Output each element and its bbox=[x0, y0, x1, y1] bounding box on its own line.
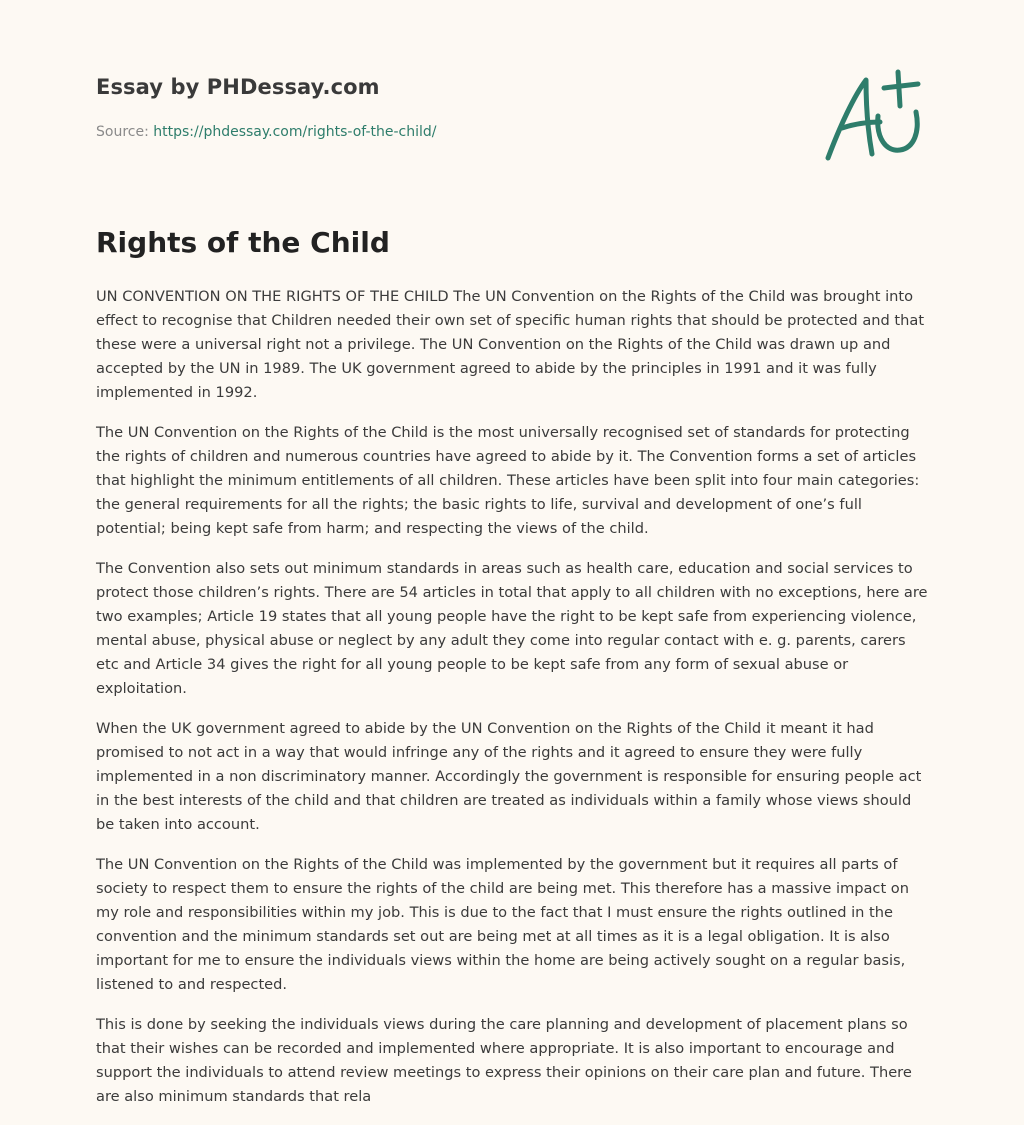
essay-page bbox=[96, 0, 930, 1105]
a-plus-logo-icon bbox=[820, 66, 930, 166]
source-link[interactable]: https://phdessay.com/rights-of-the-child/ bbox=[153, 124, 437, 140]
site-brand: Essay by PHDessay.com bbox=[96, 75, 380, 99]
paragraph: UN CONVENTION ON THE RIGHTS OF THE CHILD The UN Convention on the Rights of the Child was brought into effect to recognise that Children needed their own set of specific human rights that should be protected and that these were a universal right not a privilege. The UN Convention on the Rights of the Child was drawn up and accepted by the UN in 1989. The UK government agreed to abide by the principles in 1991 and it was fully implemented in 1992. bbox=[96, 288, 925, 401]
essay-title: Rights of the Child bbox=[96, 226, 390, 259]
source-line bbox=[96, 124, 437, 140]
paragraph: The Convention also sets out minimum standards in areas such as health care, education and social services to protect those children’s rights. There are 54 articles in total that apply to all children with no exceptions, here are two examples; Article 19 states that all young people have the right to be kept safe from experiencing violence, mental abuse, physical abuse or neglect by any adult they come into regular contact with e. g. parents, carers etc and Article 34 gives the right for all young people to be kept safe from any form of sexual abuse or exploitation. bbox=[96, 560, 928, 697]
essay-body bbox=[96, 285, 930, 1125]
paragraph: The UN Convention on the Rights of the Child is the most universally recognised set of standards for protecting the rights of children and numerous countries have agreed to abide by it. The Convention forms a set of articles that highlight the minimum entitlements of all children. These articles have been split into four main categories: the general requirements for all the rights; the basic rights to life, survival and development of one’s full potential; being kept safe from harm; and respecting the views of the child. bbox=[96, 424, 920, 537]
essay-header bbox=[96, 0, 930, 200]
paragraph: When the UK government agreed to abide by the UN Convention on the Rights of the Child it meant it had promised to not act in a way that would infringe any of the rights and it agreed to ensure they were fully implemented in a non discriminatory manner. Accordingly the government is responsible for ensuring people act in the best interests of the child and that children are treated as individuals within a family whose views should be taken into account. bbox=[96, 720, 922, 833]
paragraph: The UN Convention on the Rights of the Child was implemented by the government but it requires all parts of society to respect them to ensure the rights of the child are being met. This therefore has a massive impact on my role and responsibilities within my job. This is due to the fact that I must ensure the rights outlined in the convention and the minimum standards set out are being met at all times as it is a legal obligation. It is also important for me to ensure the individuals views within the home are being actively sought on a regular basis, listened to and respected. bbox=[96, 856, 909, 993]
source-label: Source: bbox=[96, 124, 154, 140]
paragraph: This is done by seeking the individuals views during the care planning and development of placement plans so that their wishes can be recorded and implemented where appropriate. It is also important to encourage and support the individuals to attend review meetings to express their opinions on their care plan and future. There are also minimum standards that rela bbox=[96, 1016, 912, 1105]
